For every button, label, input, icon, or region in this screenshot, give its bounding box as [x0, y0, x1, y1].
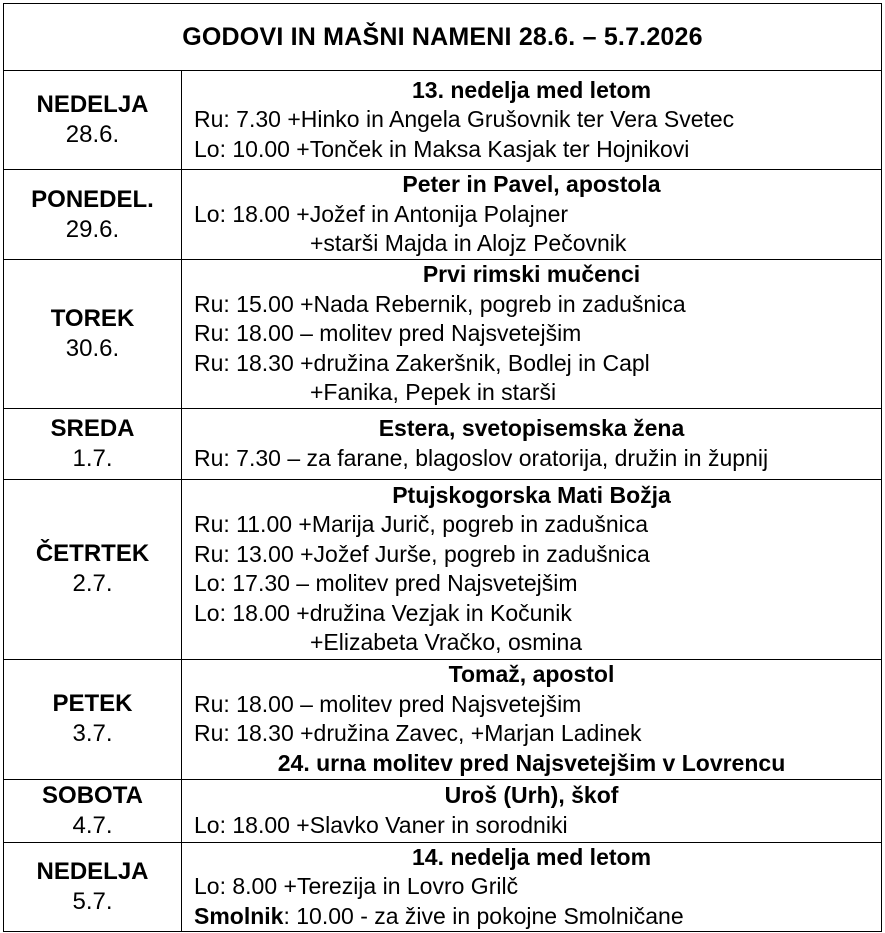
schedule-table	[3, 3, 882, 932]
mass-line: Ru: 7.30 – za farane, blagoslov oratorija, družin in župnij	[194, 444, 769, 471]
entries-cell	[182, 842, 882, 932]
mass-line: Lo: 8.00 +Terezija in Lovro Grilč	[194, 873, 519, 899]
entries-cell	[182, 260, 882, 409]
day-date: 30.6.	[65, 334, 120, 362]
day-name: NEDELJA	[36, 91, 149, 118]
feast-title: Uroš (Urh), škof	[444, 782, 619, 808]
mass-line: Ru: 15.00 +Nada Rebernik, pogreb in zadušnica	[194, 290, 686, 317]
day-cell	[4, 842, 182, 932]
entries-cell	[182, 71, 882, 170]
day-row	[4, 71, 882, 170]
mass-line-text: : 10.00 - za žive in pokojne Smolničane	[283, 902, 684, 929]
day-name: SOBOTA	[42, 781, 143, 809]
schedule-sheet	[3, 3, 881, 928]
feast-title: 14. nedelja med letom	[411, 843, 652, 870]
mass-line-continuation: +starši Majda in Alojz Pečovnik	[310, 230, 627, 257]
feast-title: Tomaž, apostol	[448, 661, 615, 687]
day-date: 2.7.	[72, 570, 113, 597]
feast-title: Estera, svetopisemska žena	[378, 415, 685, 441]
mass-line: Ru: 18.30 +družina Zakeršnik, Bodlej in Capl	[194, 349, 650, 376]
day-cell	[4, 659, 182, 779]
day-date: 1.7.	[72, 444, 113, 472]
mass-line: Ru: 18.30 +družina Zavec, +Marjan Ladinek	[194, 720, 642, 746]
location-label: Smolnik	[194, 902, 284, 929]
day-date: 28.6.	[65, 121, 120, 148]
day-cell	[4, 260, 182, 409]
mass-line-continuation: +Fanika, Pepek in starši	[310, 379, 557, 405]
entries-cell	[182, 659, 882, 779]
entries-cell	[182, 779, 882, 842]
day-name: TOREK	[50, 304, 135, 332]
day-name: ČETRTEK	[35, 540, 150, 567]
feast-title: Ptujskogorska Mati Božja	[392, 481, 671, 508]
day-date: 3.7.	[72, 720, 113, 747]
mass-line: Lo: 18.00 +družina Vezjak in Kočunik	[194, 599, 572, 626]
day-row	[4, 170, 882, 260]
day-row	[4, 659, 882, 779]
day-cell	[4, 170, 182, 260]
day-date: 29.6.	[65, 215, 120, 243]
day-name: PETEK	[52, 690, 133, 717]
mass-line: Lo: 18.00 +Slavko Vaner in sorodniki	[194, 811, 568, 838]
day-cell	[4, 479, 182, 659]
entries-cell	[182, 170, 882, 260]
day-row	[4, 779, 882, 842]
mass-line: Ru: 7.30 +Hinko in Angela Grušovnik ter Vera Svetec	[194, 106, 735, 133]
day-name: NEDELJA	[36, 857, 149, 885]
day-name: SREDA	[50, 414, 135, 442]
mass-line: Lo: 17.30 – molitev pred Najsvetejšim	[194, 570, 578, 596]
day-cell	[4, 779, 182, 842]
day-row	[4, 260, 882, 409]
adoration-note: 24. urna molitev pred Najsvetejšim v Lovrencu	[277, 749, 786, 776]
mass-line: Lo: 10.00 +Tonček in Maksa Kasjak ter Hojnikovi	[194, 135, 690, 162]
feast-title: Peter in Pavel, apostola	[402, 171, 661, 198]
day-date: 4.7.	[72, 811, 113, 839]
title-row	[4, 4, 882, 71]
entries-cell	[182, 408, 882, 479]
feast-title: 13. nedelja med letom	[411, 76, 652, 103]
day-row	[4, 479, 882, 659]
feast-title: Prvi rimski mučenci	[422, 261, 641, 287]
day-cell	[4, 71, 182, 170]
day-cell	[4, 408, 182, 479]
entries-cell	[182, 479, 882, 659]
day-name: PONEDEL.	[31, 185, 154, 213]
mass-line: Ru: 18.00 – molitev pred Najsvetejšim	[194, 320, 582, 346]
day-row	[4, 842, 882, 932]
mass-line: Ru: 13.00 +Jožef Jurše, pogreb in zadušnica	[194, 540, 650, 567]
mass-line: Ru: 11.00 +Marija Jurič, pogreb in zadušnica	[194, 511, 649, 537]
day-date: 5.7.	[72, 887, 113, 915]
day-row	[4, 408, 882, 479]
schedule-title: GODOVI IN MAŠNI NAMENI 28.6. – 5.7.2026	[4, 4, 882, 71]
mass-line: Ru: 18.00 – molitev pred Najsvetejšim	[194, 690, 582, 717]
mass-line: Lo: 18.00 +Jožef in Antonija Polajner	[194, 200, 569, 227]
mass-line	[194, 902, 881, 932]
mass-line-continuation: +Elizabeta Vračko, osmina	[310, 629, 583, 655]
